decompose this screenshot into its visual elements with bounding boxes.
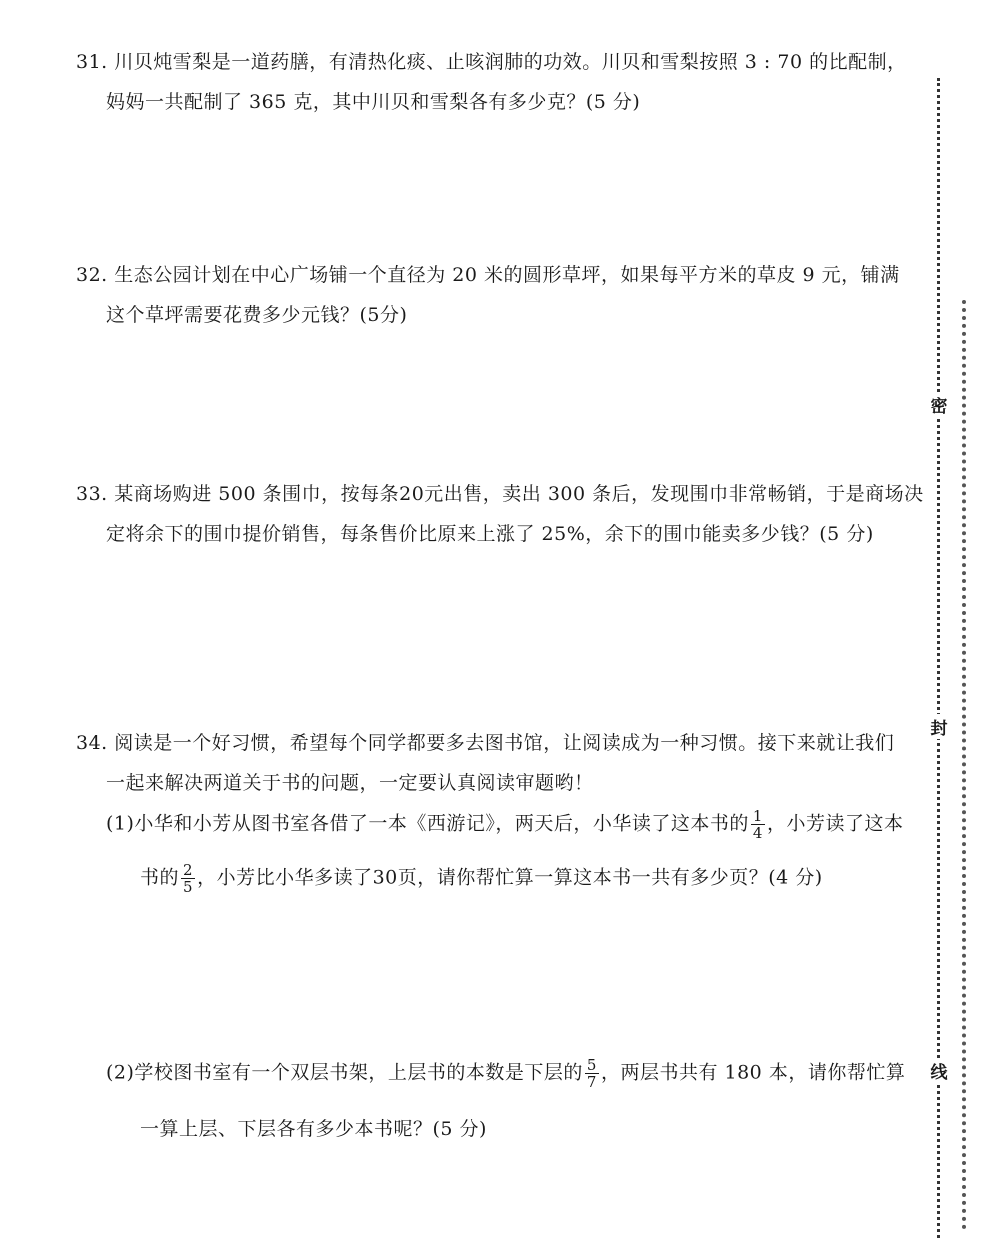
seal-label-mi: 密 [928,392,950,417]
question-34 [76,723,906,803]
fraction-two-fifths [181,862,195,895]
q34-p1-text-d: ，小芳比小华多读了30页，请你帮忙算一算这本书一共有多少页？(4 分) [197,866,823,889]
fraction-denominator: 7 [586,1073,597,1091]
question-31-line-2: 妈妈一共配制了 365 克，其中川贝和雪梨各有多少克？(5 分) [106,91,641,113]
question-33-line-1: 33. 某商场购进 500 条围巾，按每条20元出售，卖出 300 条后，发现围巾非常畅销，于是商场决 [76,483,924,505]
question-34-line-1: 34. 阅读是一个好习惯，希望每个同学都要多去图书馆，让阅读成为一种习惯。接下来就让我们 [76,732,895,754]
question-34-part-2-line-2 [140,1114,940,1141]
q34-p2-text-c: 一算上层、下层各有多少本书呢？(5 分) [140,1118,487,1140]
q34-p1-text-c: 书的 [140,866,180,889]
question-34-part-2-line-1 [106,1057,906,1090]
question-31 [76,42,906,122]
fraction-numerator: 1 [752,807,763,825]
question-34-part-1-line-1 [106,808,906,841]
q34-p2-text-a: (2)学校图书室有一个双层书架，上层书的本数是下层的 [106,1061,583,1084]
seal-label-feng: 封 [928,714,950,739]
question-32 [76,255,906,335]
seal-dotted-line-outer [962,300,966,1230]
fraction-numerator: 5 [586,1056,597,1074]
q34-p1-text-b: ，小芳读了这本 [766,812,904,835]
q34-p1-text-a: (1)小华和小芳从图书室各借了一本《西游记》，两天后，小华读了这本书的 [106,812,749,835]
question-33 [76,474,924,554]
fraction-denominator: 4 [752,824,763,842]
question-34-line-2: 一起来解决两道关于书的问题，一定要认真阅读审题哟！ [106,772,594,794]
question-32-line-2: 这个草坪需要花费多少元钱？(5分) [106,304,408,326]
question-31-line-1: 31. 川贝炖雪梨是一道药膳，有清热化痰、止咳润肺的功效。川贝和雪梨按照 3 : 70 的比配制， [76,51,907,73]
fraction-one-quarter [751,808,765,841]
question-33-line-2: 定将余下的围巾提价销售，每条售价比原来上涨了 25%，余下的围巾能卖多少钱？(5 分) [106,523,874,545]
fraction-denominator: 5 [183,878,194,896]
question-34-part-1-line-2 [140,862,940,895]
q34-p2-text-b: ，两层书共有 180 本，请你帮忙算 [600,1061,906,1084]
fraction-five-sevenths [585,1057,599,1090]
fraction-numerator: 2 [183,861,194,879]
question-32-line-1: 32. 生态公园计划在中心广场铺一个直径为 20 米的圆形草坪，如果每平方米的草皮 9 元，铺满 [76,264,900,286]
seal-label-xian: 线 [928,1058,950,1083]
